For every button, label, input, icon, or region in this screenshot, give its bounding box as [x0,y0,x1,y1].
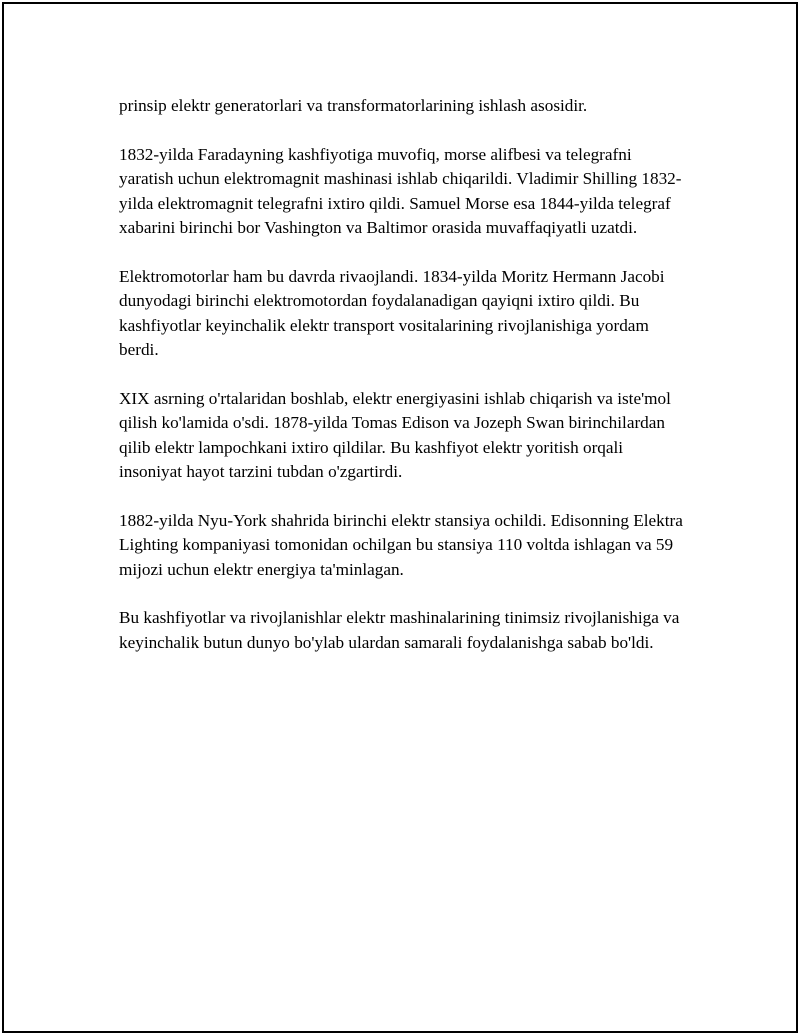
page [2,2,798,1033]
paragraph-1: prinsip elektr generatorlari va transformatorlarining ishlash asosidir. [119,96,588,115]
paragraph-6: Bu kashfiyotlar va rivojlanishlar elektr mashinalarining tinimsiz rivojlanishiga va keyinchalik butun dunyo bo'ylab ulardan samarali foydalanishga sabab bo'ldi. [119,608,680,652]
document-body [119,94,684,680]
paragraph-4: XIX asrning o'rtalaridan boshlab, elektr energiyasini ishlab chiqarish va iste'mol qilish ko'lamida o'sdi. 1878-yilda Tomas Edison va Jozeph Swan birinchilardan qilib elektr lampochkani ixtiro qildilar. Bu kashfiyot elektr yoritish orqali insoniyat hayot tarzini tubdan o'zgartirdi. [119,388,671,482]
paragraph-3: Elektromotorlar ham bu davrda rivaojlandi. 1834-yilda Moritz Hermann Jacobi dunyodagi birinchi elektromotordan foydalanadigan qayiqni ixtiro qildi. Bu kashfiyotlar keyinchalik elektr transport vositalarining rivojlanishiga yordam berdi. [119,266,665,360]
paragraph-2: 1832-yilda Faradayning kashfiyotiga muvofiq, morse alifbesi va telegrafni yaratish uchun elektromagnit mashinasi ishlab chiqarildi. Vladimir Shilling 1832-yilda elektromagnit telegrafni ixtiro qildi. Samuel Morse esa 1844-yilda telegraf xabarini birinchi bor Vashington va Baltimor orasida muvaffaqiyatli uzatdi. [119,144,682,238]
paragraph-5: 1882-yilda Nyu-York shahrida birinchi elektr stansiya ochildi. Edisonning Elektra Lighting kompaniyasi tomonidan ochilgan bu stansiya 110 voltda ishlagan va 59 mijozi uchun elektr energiya ta'minlagan. [119,510,683,579]
